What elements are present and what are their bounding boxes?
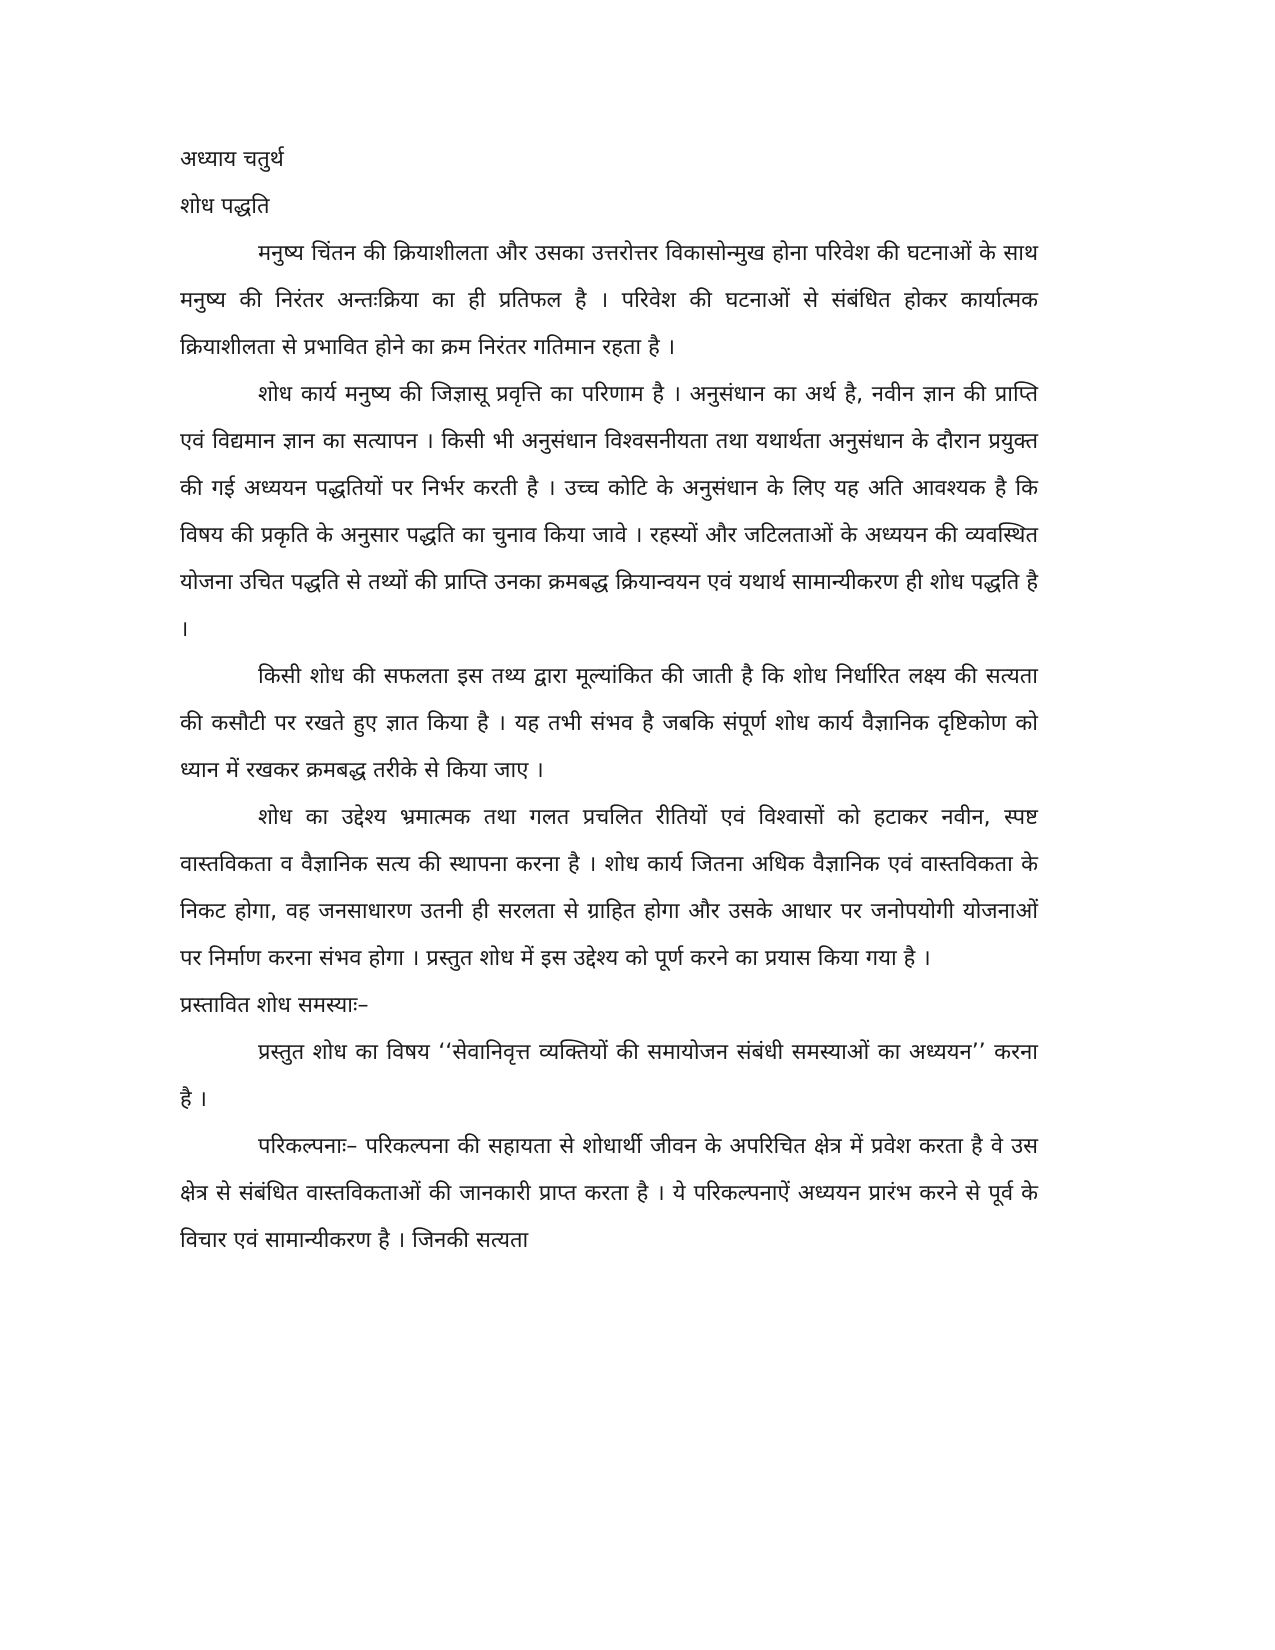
section-title: शोध पद्धति (180, 194, 270, 219)
paragraph-intro: मनुष्य चिंतन की क्रियाशीलता और उसका उत्तरोत्तर विकासोन्मुख होना परिवेश की घटनाओं के साथ मनुष्य की निरंतर अन्तःक्रिया का ही प्रतिफल है । परिवेश की घटनाओं से संबंधित होकर कार्यात्मक क्रियाशीलता से प्रभावित होने का क्रम निरंतर गतिमान रहता है । (180, 241, 1038, 360)
document-page (180, 136, 1038, 1264)
chapter-title: अध्याय चतुर्थ (180, 147, 284, 172)
paragraph-hypothesis: परिकल्पनाः– परिकल्पना की सहायता से शोधार्थी जीवन के अपरिचित क्षेत्र में प्रवेश करता है वे उस क्षेत्र से संबंधित वास्तविकताओं की जानकारी प्राप्त करता है । ये परिकल्पनाऐं अध्ययन प्रारंभ करने से पूर्व के विचार एवं सामान्यीकरण है । जिनकी सत्यता (180, 1134, 1038, 1253)
paragraph-research-success: किसी शोध की सफलता इस तथ्य द्वारा मूल्यांकित की जाती है कि शोध निर्धारित लक्ष्य की सत्यता की कसौटी पर रखते हुए ज्ञात किया है । यह तभी संभव है जबकि संपूर्ण शोध कार्य वैज्ञानिक दृष्टिकोण को ध्यान में रखकर क्रमबद्ध तरीके से किया जाए । (180, 664, 1038, 783)
paragraph-research-objective: शोध का उद्देश्य भ्रमात्मक तथा गलत प्रचलित रीतियों एवं विश्वासों को हटाकर नवीन, स्पष्ट वास्तविकता व वैज्ञानिक सत्य की स्थापना करना है । शोध कार्य जितना अधिक वैज्ञानिक एवं वास्तविकता के निकट होगा, वह जनसाधारण उतनी ही सरलता से ग्राहित होगा और उसके आधार पर जनोपयोगी योजनाओं पर निर्माण करना संभव होगा । प्रस्तुत शोध में इस उद्देश्य को पूर्ण करने का प्रयास किया गया है । (180, 805, 1038, 971)
problem-heading: प्रस्तावित शोध समस्याः– (180, 993, 369, 1018)
paragraph-problem: प्रस्तुत शोध का विषय ‘‘सेवानिवृत्त व्यक्तियों की समायोजन संबंधी समस्याओं का अध्ययन’’ करना है । (180, 1040, 1038, 1112)
paragraph-research-meaning: शोध कार्य मनुष्य की जिज्ञासू प्रवृत्ति का परिणाम है । अनुसंधान का अर्थ है, नवीन ज्ञान की प्राप्ति एवं विद्यमान ज्ञान का सत्यापन । किसी भी अनुसंधान विश्वसनीयता तथा यथार्थता अनुसंधान के दौरान प्रयुक्त की गई अध्ययन पद्धतियों पर निर्भर करती है । उच्च कोटि के अनुसंधान के लिए यह अति आवश्यक है कि विषय की प्रकृति के अनुसार पद्धति का चुनाव किया जावे । रहस्यों और जटिलताओं के अध्ययन की व्यवस्थित योजना उचित पद्धति से तथ्यों की प्राप्ति उनका क्रमबद्ध क्रियान्वयन एवं यथार्थ सामान्यीकरण ही शोध पद्धति है । (180, 382, 1038, 642)
